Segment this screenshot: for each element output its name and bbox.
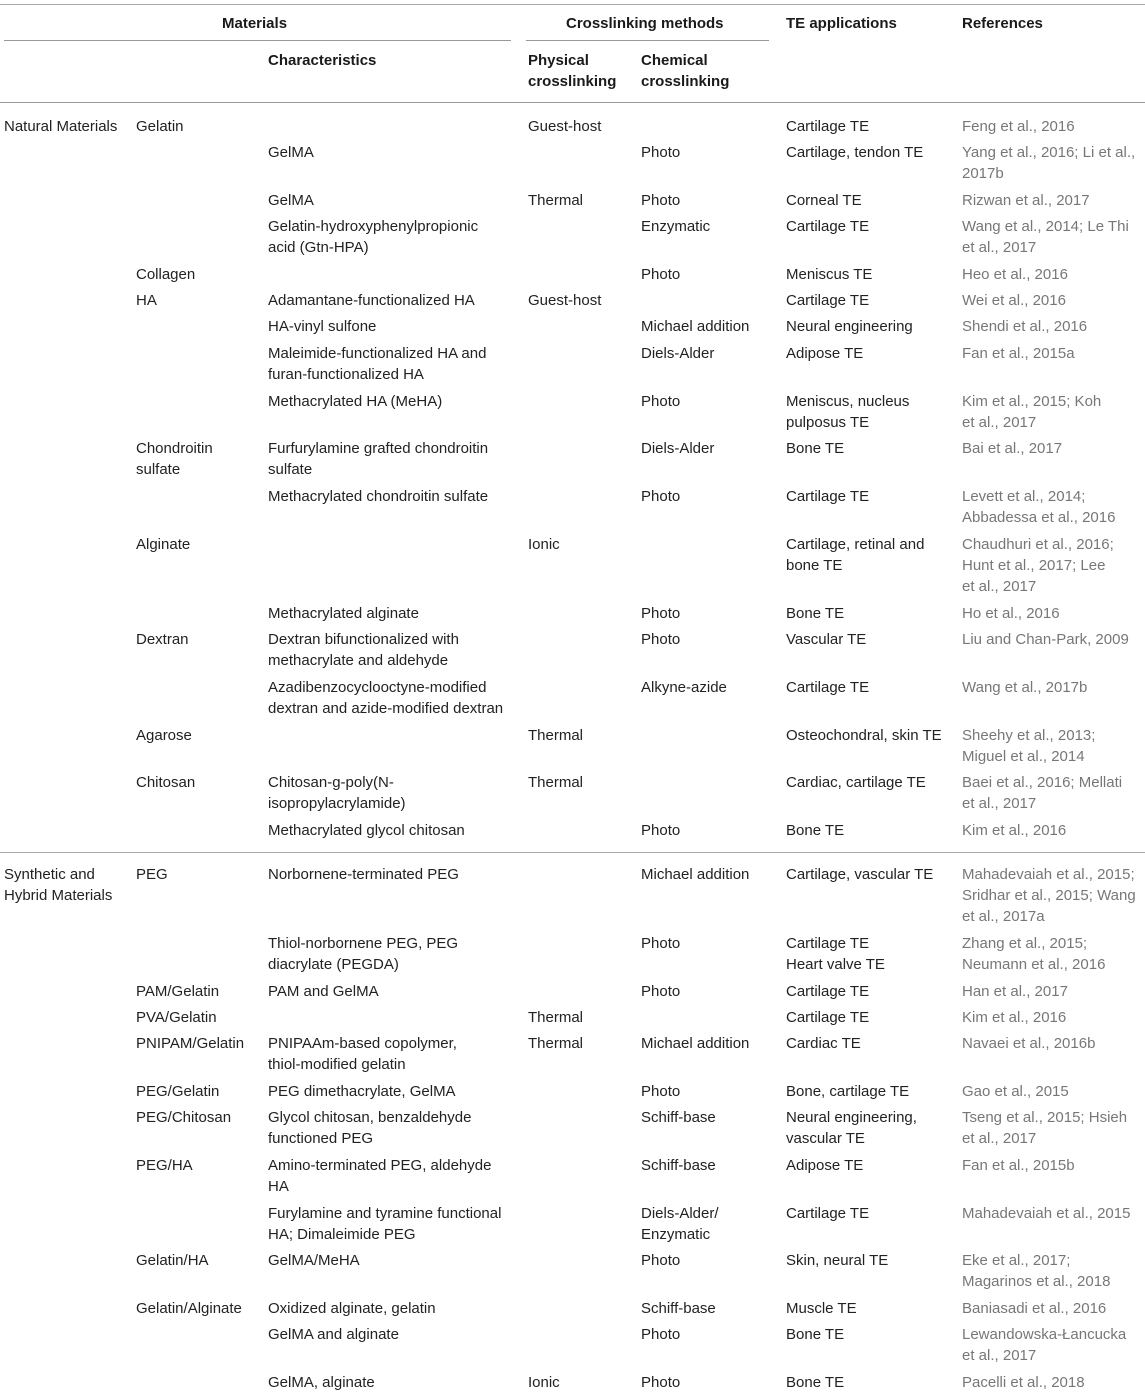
chemical-crosslinking-cell: Enzymatic — [641, 218, 711, 235]
chemical-crosslinking-cell: Photo — [641, 144, 681, 161]
te-application-cell: Neural engineering — [786, 318, 913, 335]
reference-cell: Fan et al., 2015b — [962, 1157, 1075, 1174]
chemical-crosslinking-cell: Diels-Alder — [641, 440, 715, 457]
te-application-cell: Cartilage TE Heart valve TE — [786, 935, 885, 973]
reference-cell: Han et al., 2017 — [962, 983, 1068, 1000]
te-application-cell: Adipose TE — [786, 345, 864, 362]
characteristics-cell: Methacrylated HA (MeHA) — [268, 393, 443, 410]
header-chemical-crosslinking: Chemical crosslinking — [641, 52, 730, 90]
reference-cell: Fan et al., 2015a — [962, 345, 1075, 362]
chemical-crosslinking-cell: Diels-Alder — [641, 345, 715, 362]
material-cell: Collagen — [136, 266, 196, 283]
te-application-cell: Cartilage, vascular TE — [786, 866, 934, 883]
reference-cell: Yang et al., 2016; Li et al., 2017b — [962, 144, 1136, 182]
characteristics-cell: Methacrylated alginate — [268, 605, 419, 622]
reference-cell: Kim et al., 2015; Koh et al., 2017 — [962, 393, 1102, 431]
material-cell: PEG/HA — [136, 1157, 193, 1174]
chemical-crosslinking-cell: Photo — [641, 983, 681, 1000]
chemical-crosslinking-cell: Diels-Alder/ Enzymatic — [641, 1205, 719, 1243]
te-application-cell: Cartilage TE — [786, 1009, 870, 1026]
material-cell: Chondroitin sulfate — [136, 440, 213, 478]
characteristics-cell: GelMA and alginate — [268, 1326, 399, 1343]
te-application-cell: Meniscus, nucleus pulposus TE — [786, 393, 910, 431]
material-cell: PAM/Gelatin — [136, 983, 220, 1000]
material-cell: Chitosan — [136, 774, 196, 791]
characteristics-cell: Oxidized alginate, gelatin — [268, 1300, 436, 1317]
material-cell: PEG/Gelatin — [136, 1083, 220, 1100]
reference-cell: Chaudhuri et al., 2016; Hunt et al., 2017; Lee et al., 2017 — [962, 536, 1114, 595]
chemical-crosslinking-cell: Michael addition — [641, 1035, 750, 1052]
te-application-cell: Cartilage TE — [786, 679, 870, 696]
characteristics-cell: Methacrylated chondroitin sulfate — [268, 488, 489, 505]
reference-cell: Levett et al., 2014; Abbadessa et al., 2016 — [962, 488, 1116, 526]
characteristics-cell: GelMA — [268, 192, 314, 209]
characteristics-cell: Adamantane-functionalized HA — [268, 292, 475, 309]
characteristics-cell: Furylamine and tyramine functional HA; Dimaleimide PEG — [268, 1205, 502, 1243]
te-application-cell: Cartilage, retinal and bone TE — [786, 536, 925, 574]
header-characteristics: Characteristics — [268, 52, 377, 69]
reference-cell: Wang et al., 2017b — [962, 679, 1088, 696]
reference-cell: Lewandowska-Łancucka et al., 2017 — [962, 1326, 1127, 1364]
te-application-cell: Corneal TE — [786, 192, 862, 209]
reference-cell: Feng et al., 2016 — [962, 118, 1075, 135]
materials-header-rule — [4, 40, 511, 41]
section-synthetic-hybrid-materials: Synthetic and Hybrid Materials — [4, 866, 113, 904]
reference-cell: Liu and Chan-Park, 2009 — [962, 631, 1129, 648]
chemical-crosslinking-cell: Schiff-base — [641, 1109, 716, 1126]
chemical-crosslinking-cell: Michael addition — [641, 866, 750, 883]
material-cell: Dextran — [136, 631, 189, 648]
chemical-crosslinking-cell: Photo — [641, 1252, 681, 1269]
characteristics-cell: Azadibenzocyclooctyne-modified dextran and azide-modified dextran — [268, 679, 504, 717]
reference-cell: Baniasadi et al., 2016 — [962, 1300, 1107, 1317]
physical-crosslinking-cell: Ionic — [528, 536, 560, 553]
te-application-cell: Bone TE — [786, 440, 845, 457]
reference-cell: Pacelli et al., 2018 — [962, 1374, 1085, 1391]
header-bottom-rule — [0, 102, 1145, 103]
characteristics-cell: Dextran bifunctionalized with methacrylate and aldehyde — [268, 631, 459, 669]
material-cell: Gelatin/Alginate — [136, 1300, 242, 1317]
characteristics-cell: Methacrylated glycol chitosan — [268, 822, 465, 839]
te-application-cell: Meniscus TE — [786, 266, 873, 283]
te-application-cell: Skin, neural TE — [786, 1252, 889, 1269]
physical-crosslinking-cell: Ionic — [528, 1374, 560, 1391]
chemical-crosslinking-cell: Schiff-base — [641, 1300, 716, 1317]
chemical-crosslinking-cell: Photo — [641, 393, 681, 410]
reference-cell: Mahadevaiah et al., 2015 — [962, 1205, 1131, 1222]
chemical-crosslinking-cell: Alkyne-azide — [641, 679, 727, 696]
te-application-cell: Bone TE — [786, 1326, 845, 1343]
chemical-crosslinking-cell: Photo — [641, 266, 681, 283]
section-divider-rule — [0, 852, 1145, 853]
physical-crosslinking-cell: Thermal — [528, 1009, 584, 1026]
characteristics-cell: PNIPAAm-based copolymer, thiol-modified gelatin — [268, 1035, 457, 1073]
reference-cell: Wei et al., 2016 — [962, 292, 1066, 309]
reference-cell: Kim et al., 2016 — [962, 1009, 1067, 1026]
material-cell: PVA/Gelatin — [136, 1009, 217, 1026]
reference-cell: Navaei et al., 2016b — [962, 1035, 1096, 1052]
header-te-applications: TE applications — [786, 15, 897, 32]
reference-cell: Mahadevaiah et al., 2015; Sridhar et al., 2015; Wang et al., 2017a — [962, 866, 1136, 925]
characteristics-cell: Maleimide-functionalized HA and furan-functionalized HA — [268, 345, 487, 383]
physical-crosslinking-cell: Thermal — [528, 1035, 584, 1052]
reference-cell: Baei et al., 2016; Mellati et al., 2017 — [962, 774, 1123, 812]
te-application-cell: Neural engineering, vascular TE — [786, 1109, 917, 1147]
characteristics-cell: GelMA, alginate — [268, 1374, 375, 1391]
physical-crosslinking-cell: Thermal — [528, 727, 584, 744]
material-cell: PEG — [136, 866, 168, 883]
chemical-crosslinking-cell: Michael addition — [641, 318, 750, 335]
chemical-crosslinking-cell: Photo — [641, 935, 681, 952]
te-application-cell: Cartilage TE — [786, 218, 870, 235]
header-physical-crosslinking: Physical crosslinking — [528, 52, 617, 90]
material-cell: PEG/Chitosan — [136, 1109, 232, 1126]
chemical-crosslinking-cell: Photo — [641, 192, 681, 209]
te-application-cell: Adipose TE — [786, 1157, 864, 1174]
characteristics-cell: HA-vinyl sulfone — [268, 318, 377, 335]
crosslinking-header-rule — [526, 40, 769, 41]
chemical-crosslinking-cell: Photo — [641, 1326, 681, 1343]
characteristics-cell: Glycol chitosan, benzaldehyde functioned PEG — [268, 1109, 472, 1147]
physical-crosslinking-cell: Thermal — [528, 774, 584, 791]
te-application-cell: Vascular TE — [786, 631, 867, 648]
reference-cell: Rizwan et al., 2017 — [962, 192, 1090, 209]
characteristics-cell: Gelatin-hydroxyphenylpropionic acid (Gtn-HPA) — [268, 218, 479, 256]
material-cell: PNIPAM/Gelatin — [136, 1035, 245, 1052]
chemical-crosslinking-cell: Photo — [641, 605, 681, 622]
header-materials: Materials — [222, 15, 288, 32]
reference-cell: Shendi et al., 2016 — [962, 318, 1088, 335]
te-application-cell: Muscle TE — [786, 1300, 857, 1317]
physical-crosslinking-cell: Thermal — [528, 192, 584, 209]
characteristics-cell: Amino-terminated PEG, aldehyde HA — [268, 1157, 492, 1195]
chemical-crosslinking-cell: Photo — [641, 1374, 681, 1391]
te-application-cell: Bone TE — [786, 822, 845, 839]
chemical-crosslinking-cell: Photo — [641, 488, 681, 505]
characteristics-cell: Norbornene-terminated PEG — [268, 866, 459, 883]
te-application-cell: Cardiac TE — [786, 1035, 861, 1052]
te-application-cell: Bone TE — [786, 605, 845, 622]
te-application-cell: Cartilage TE — [786, 983, 870, 1000]
characteristics-cell: Thiol-norbornene PEG, PEG diacrylate (PEGDA) — [268, 935, 459, 973]
table-top-rule — [0, 4, 1145, 5]
physical-crosslinking-cell: Guest-host — [528, 118, 602, 135]
characteristics-cell: GelMA — [268, 144, 314, 161]
characteristics-cell: Furfurylamine grafted chondroitin sulfate — [268, 440, 489, 478]
characteristics-cell: PAM and GelMA — [268, 983, 379, 1000]
material-cell: HA — [136, 292, 157, 309]
reference-cell: Gao et al., 2015 — [962, 1083, 1069, 1100]
reference-cell: Ho et al., 2016 — [962, 605, 1060, 622]
te-application-cell: Cartilage TE — [786, 292, 870, 309]
reference-cell: Heo et al., 2016 — [962, 266, 1068, 283]
material-cell: Gelatin/HA — [136, 1252, 209, 1269]
reference-cell: Wang et al., 2014; Le Thi et al., 2017 — [962, 218, 1129, 256]
te-application-cell: Bone TE — [786, 1374, 845, 1391]
section-natural-materials: Natural Materials — [4, 118, 118, 135]
te-application-cell: Cardiac, cartilage TE — [786, 774, 926, 791]
reference-cell: Eke et al., 2017; Magarinos et al., 2018 — [962, 1252, 1111, 1290]
header-crosslinking-methods: Crosslinking methods — [566, 15, 724, 32]
reference-cell: Kim et al., 2016 — [962, 822, 1067, 839]
chemical-crosslinking-cell: Photo — [641, 1083, 681, 1100]
characteristics-cell: Chitosan-g-poly(N- isopropylacrylamide) — [268, 774, 406, 812]
material-cell: Gelatin — [136, 118, 184, 135]
reference-cell: Zhang et al., 2015; Neumann et al., 2016 — [962, 935, 1106, 973]
te-application-cell: Cartilage TE — [786, 488, 870, 505]
physical-crosslinking-cell: Guest-host — [528, 292, 602, 309]
characteristics-cell: PEG dimethacrylate, GelMA — [268, 1083, 456, 1100]
material-cell: Agarose — [136, 727, 192, 744]
reference-cell: Tseng et al., 2015; Hsieh et al., 2017 — [962, 1109, 1128, 1147]
te-application-cell: Bone, cartilage TE — [786, 1083, 910, 1100]
characteristics-cell: GelMA/MeHA — [268, 1252, 360, 1269]
te-application-cell: Cartilage, tendon TE — [786, 144, 924, 161]
material-cell: Alginate — [136, 536, 191, 553]
header-references: References — [962, 15, 1043, 32]
chemical-crosslinking-cell: Schiff-base — [641, 1157, 716, 1174]
chemical-crosslinking-cell: Photo — [641, 822, 681, 839]
te-application-cell: Osteochondral, skin TE — [786, 727, 942, 744]
reference-cell: Bai et al., 2017 — [962, 440, 1063, 457]
te-application-cell: Cartilage TE — [786, 1205, 870, 1222]
te-application-cell: Cartilage TE — [786, 118, 870, 135]
reference-cell: Sheehy et al., 2013; Miguel et al., 2014 — [962, 727, 1096, 765]
chemical-crosslinking-cell: Photo — [641, 631, 681, 648]
